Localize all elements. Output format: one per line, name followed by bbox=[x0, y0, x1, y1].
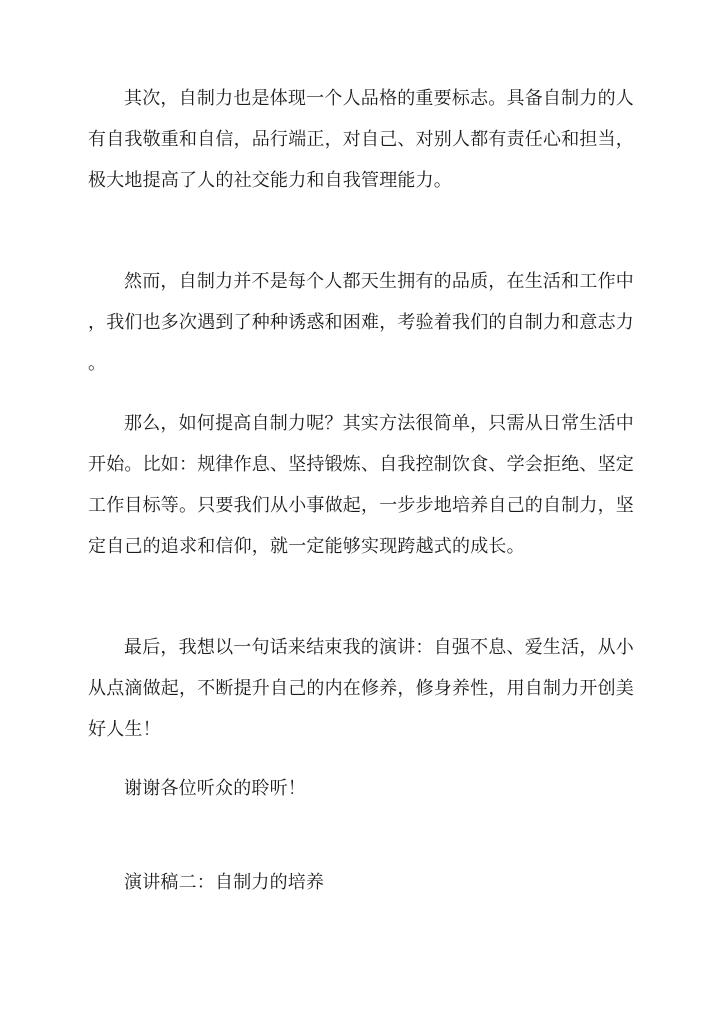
section-heading-speech-two: 演讲稿二：自制力的培养 bbox=[124, 872, 325, 893]
paragraph-methods: 那么，如何提高自制力呢？其实方法很简单，只需从日常生活中开始。比如：规律作息、坚持锻炼、自我控制饮食、学会拒绝、坚定工作目标等。只要我们从小事做起，一步步地培养自己的自制力，坚定自己的追求和信仰，就一定能够实现跨越式的成长。 bbox=[88, 413, 634, 557]
paragraph-conclusion: 最后，我想以一句话来结束我的演讲：自强不息、爱生活，从小从点滴做起，不断提升自己的内在修养，修身养性，用自制力开创美好人生！ bbox=[88, 637, 634, 740]
paragraph-challenges: 然而，自制力并不是每个人都天生拥有的品质，在生活和工作中，我们也多次遇到了种种诱惑和困难，考验着我们的自制力和意志力。 bbox=[88, 271, 634, 374]
paragraph-character-importance: 其次，自制力也是体现一个人品格的重要标志。具备自制力的人有自我敬重和自信，品行端正，对自己、对别人都有责任心和担当，极大地提高了人的社交能力和自我管理能力。 bbox=[88, 88, 634, 191]
paragraph-thanks: 谢谢各位听众的聆听！ bbox=[124, 778, 306, 799]
